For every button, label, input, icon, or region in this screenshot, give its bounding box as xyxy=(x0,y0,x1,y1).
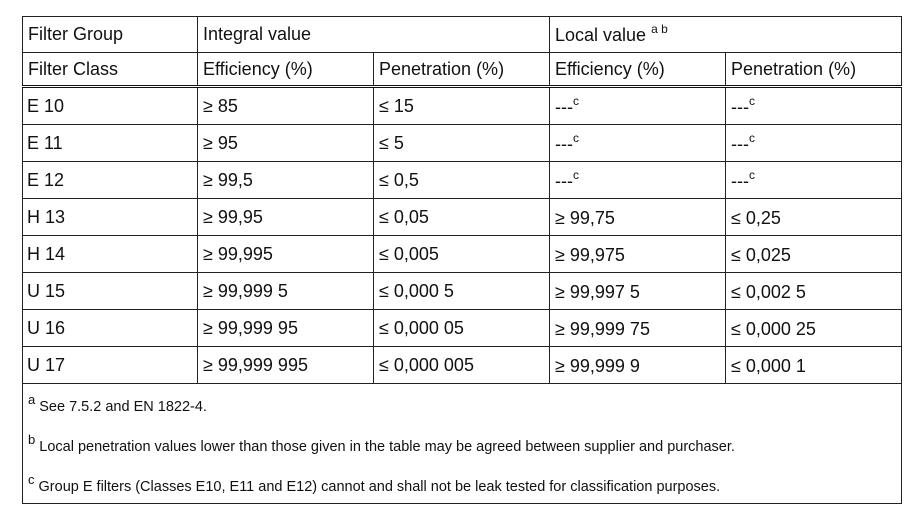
local-efficiency-cell-value: --- xyxy=(555,170,573,191)
integral-penetration-cell-value: ≤ 0,000 005 xyxy=(379,354,474,375)
table-row xyxy=(23,236,902,273)
local-efficiency-cell-value: ≥ 99,999 9 xyxy=(555,355,640,376)
local-efficiency-cell xyxy=(550,199,726,236)
table-row xyxy=(23,87,902,125)
footnote-b: $^b$ Local penetration values lower than those given in the table may be agreed between supplier and purchaser. xyxy=(28,431,735,455)
local-value-footnote-ref: a b xyxy=(651,22,668,36)
integral-penetration-cell-value: ≤ 0,000 5 xyxy=(379,280,454,301)
integral-penetration-cell xyxy=(374,199,550,236)
local-penetration-cell-value: --- xyxy=(731,133,749,154)
local-penetration-cell-value: --- xyxy=(731,96,749,117)
filter-class-cell-value: U 16 xyxy=(27,317,66,338)
local-efficiency-cell xyxy=(550,273,726,310)
local-efficiency-cell xyxy=(550,162,726,199)
integral-efficiency-cell xyxy=(198,347,374,384)
local-efficiency-cell xyxy=(550,125,726,162)
integral-efficiency-cell-value: ≥ 99,999 995 xyxy=(203,354,308,375)
footnote-ref: c xyxy=(572,93,579,108)
local-efficiency-cell-value: --- xyxy=(555,96,573,117)
integral-efficiency-cell xyxy=(198,162,374,199)
integral-efficiency-cell-value: ≥ 99,995 xyxy=(203,243,273,264)
footnote-ref: c xyxy=(748,167,755,182)
local-penetration-cell xyxy=(726,125,902,162)
footnote-ref: c xyxy=(748,93,755,108)
local-penetration-cell xyxy=(726,273,902,310)
integral-penetration-cell xyxy=(374,236,550,273)
local-penetration-cell xyxy=(726,310,902,347)
integral-efficiency-cell xyxy=(198,87,374,125)
integral-penetration-cell-value: ≤ 0,5 xyxy=(379,169,419,190)
filter-class-cell-value: E 10 xyxy=(27,95,65,116)
footnote-ref: c xyxy=(748,130,755,145)
footnote-c: $^c$ Group E filters (Classes E10, E11 and E12) cannot and shall not be leak tested for classification purposes. xyxy=(28,471,721,495)
integral-efficiency-cell xyxy=(198,199,374,236)
footnote-ref: c xyxy=(572,130,579,145)
integral-efficiency-cell-value: ≥ 95 xyxy=(203,132,238,153)
local-efficiency-header: Efficiency (%) xyxy=(550,53,726,87)
local-penetration-cell xyxy=(726,236,902,273)
local-penetration-cell-value: --- xyxy=(731,170,749,191)
integral-penetration-cell-value: ≤ 5 xyxy=(379,132,404,153)
filter-classification-table xyxy=(22,16,902,504)
table-row xyxy=(23,310,902,347)
integral-efficiency-cell-value: ≥ 85 xyxy=(203,95,238,116)
integral-penetration-cell-value: ≤ 0,05 xyxy=(379,206,429,227)
filter-group-header: Filter Group xyxy=(23,17,198,53)
local-penetration-cell-value: ≤ 0,002 5 xyxy=(731,281,806,302)
integral-penetration-cell xyxy=(374,87,550,125)
integral-penetration-cell-value: ≤ 0,000 05 xyxy=(379,317,464,338)
local-efficiency-cell xyxy=(550,310,726,347)
integral-penetration-cell xyxy=(374,310,550,347)
filter-class-cell xyxy=(23,310,198,347)
integral-penetration-header: Penetration (%) xyxy=(374,53,550,87)
filter-class-cell xyxy=(23,199,198,236)
integral-penetration-cell xyxy=(374,162,550,199)
local-efficiency-cell-value: --- xyxy=(555,133,573,154)
integral-penetration-cell xyxy=(374,273,550,310)
integral-efficiency-cell xyxy=(198,236,374,273)
local-penetration-cell xyxy=(726,347,902,384)
integral-efficiency-header: Efficiency (%) xyxy=(198,53,374,87)
filter-class-cell xyxy=(23,125,198,162)
integral-efficiency-cell-value: ≥ 99,95 xyxy=(203,206,263,227)
filter-class-cell-value: U 17 xyxy=(27,354,66,375)
local-efficiency-cell xyxy=(550,87,726,125)
table-footnotes xyxy=(23,384,902,504)
local-penetration-cell-value: ≤ 0,000 1 xyxy=(731,355,806,376)
table-row xyxy=(23,162,902,199)
integral-penetration-cell xyxy=(374,347,550,384)
filter-class-cell-value: H 13 xyxy=(27,206,66,227)
filter-class-cell xyxy=(23,87,198,125)
local-efficiency-cell-value: ≥ 99,75 xyxy=(555,207,615,228)
table-row xyxy=(23,347,902,384)
local-penetration-cell-value: ≤ 0,000 25 xyxy=(731,318,816,339)
filter-class-header: Filter Class xyxy=(23,53,198,87)
filter-class-cell xyxy=(23,273,198,310)
local-value-label: Local value xyxy=(555,25,647,45)
integral-efficiency-cell-value: ≥ 99,999 95 xyxy=(203,317,298,338)
integral-penetration-cell xyxy=(374,125,550,162)
integral-efficiency-cell-value: ≥ 99,999 5 xyxy=(203,280,288,301)
local-penetration-cell xyxy=(726,162,902,199)
integral-efficiency-cell xyxy=(198,125,374,162)
table-row xyxy=(23,273,902,310)
integral-efficiency-cell-value: ≥ 99,5 xyxy=(203,169,253,190)
footnote-ref: c xyxy=(572,167,579,182)
integral-penetration-cell-value: ≤ 15 xyxy=(379,95,414,116)
filter-class-cell-value: E 12 xyxy=(27,169,65,190)
local-efficiency-cell xyxy=(550,347,726,384)
local-penetration-header: Penetration (%) xyxy=(726,53,902,87)
filter-class-cell xyxy=(23,347,198,384)
integral-efficiency-cell xyxy=(198,310,374,347)
table-row xyxy=(23,125,902,162)
filter-class-cell-value: E 11 xyxy=(27,132,63,153)
table-row xyxy=(23,199,902,236)
filter-class-cell-value: U 15 xyxy=(27,280,66,301)
filter-classification-table-container xyxy=(22,16,902,504)
local-efficiency-cell xyxy=(550,236,726,273)
local-penetration-cell xyxy=(726,199,902,236)
integral-penetration-cell-value: ≤ 0,005 xyxy=(379,243,439,264)
local-efficiency-cell-value: ≥ 99,997 5 xyxy=(555,281,640,302)
local-penetration-cell-value: ≤ 0,025 xyxy=(731,244,791,265)
local-efficiency-cell-value: ≥ 99,999 75 xyxy=(555,318,650,339)
local-penetration-cell xyxy=(726,87,902,125)
filter-class-cell-value: H 14 xyxy=(27,243,66,264)
footnote-a: $^a$ See 7.5.2 and EN 1822-4. xyxy=(28,392,207,415)
integral-value-header: Integral value xyxy=(198,17,550,53)
local-value-header xyxy=(550,17,902,53)
local-penetration-cell-value: ≤ 0,25 xyxy=(731,207,781,228)
filter-class-cell xyxy=(23,162,198,199)
local-efficiency-cell-value: ≥ 99,975 xyxy=(555,244,625,265)
filter-class-cell xyxy=(23,236,198,273)
integral-efficiency-cell xyxy=(198,273,374,310)
